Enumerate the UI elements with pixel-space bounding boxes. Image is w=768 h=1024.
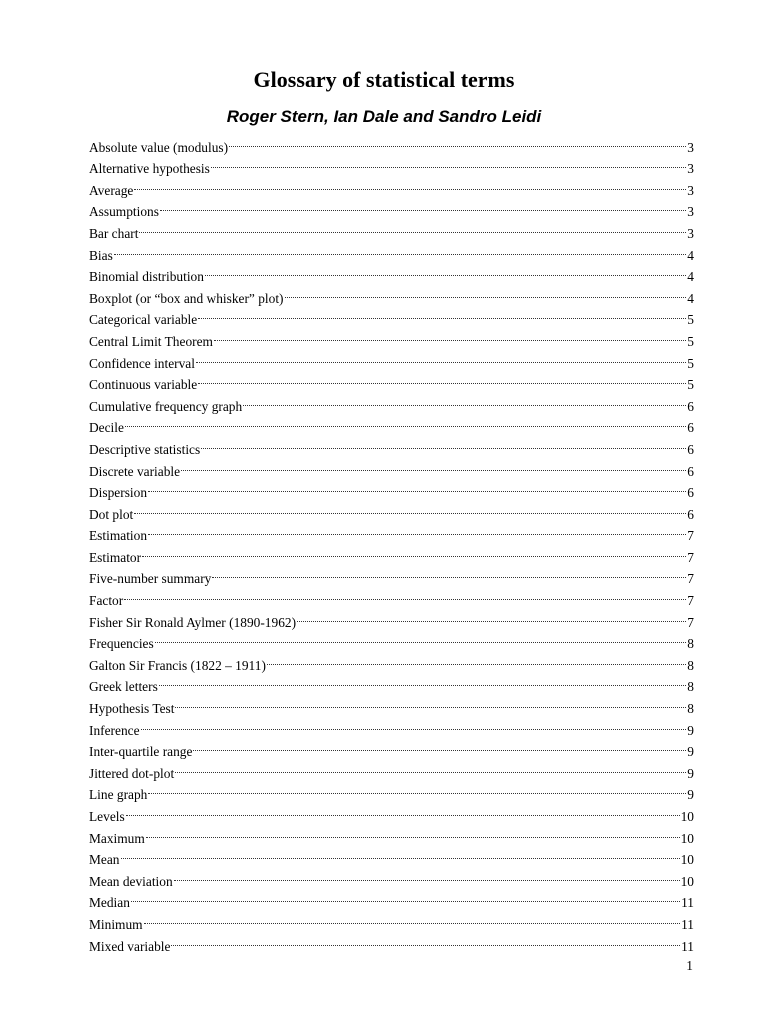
toc-entry[interactable] — [89, 411, 694, 436]
toc-term: Bar chart — [89, 225, 139, 241]
toc-page-number: 8 — [687, 701, 694, 717]
toc-entry[interactable] — [89, 778, 694, 803]
toc-term: Confidence interval — [89, 355, 195, 371]
toc-entry[interactable] — [89, 756, 694, 781]
toc-page-number: 5 — [687, 377, 694, 393]
dot-leader — [175, 691, 686, 713]
toc-entry[interactable] — [89, 713, 694, 738]
toc-term: Inter-quartile range — [89, 744, 193, 760]
toc-term: Binomial distribution — [89, 269, 204, 285]
toc-term: Line graph — [89, 787, 148, 803]
toc-term: Five-number summary — [89, 571, 212, 587]
toc-term: Discrete variable — [89, 463, 181, 479]
dot-leader — [198, 303, 686, 325]
page-number: 1 — [686, 958, 693, 973]
toc-page-number: 9 — [687, 722, 694, 738]
toc-entry[interactable] — [89, 670, 694, 695]
dot-leader — [285, 281, 687, 303]
toc-page-number: 6 — [687, 420, 694, 436]
toc-page-number: 4 — [687, 269, 694, 285]
toc-term: Absolute value (modulus) — [89, 139, 229, 155]
dot-leader — [148, 476, 686, 498]
toc-page-number: 7 — [687, 549, 694, 565]
toc-entry[interactable] — [89, 864, 694, 889]
dot-leader — [214, 324, 686, 346]
dot-leader — [148, 778, 686, 800]
toc-page-number: 9 — [687, 765, 694, 781]
toc-term: Continuous variable — [89, 377, 198, 393]
dot-leader — [160, 195, 686, 217]
toc-entry[interactable] — [89, 799, 694, 824]
toc-entry[interactable] — [89, 627, 694, 652]
dot-leader — [134, 173, 686, 195]
dot-leader — [198, 368, 686, 390]
toc-entry[interactable] — [89, 260, 694, 285]
dot-leader — [114, 238, 686, 260]
dot-leader — [124, 583, 686, 605]
toc-page-number: 8 — [687, 636, 694, 652]
toc-term: Median — [89, 895, 130, 911]
toc-page-number: 3 — [687, 204, 694, 220]
toc-page-number: 6 — [687, 485, 694, 501]
toc-page-number: 11 — [681, 916, 694, 932]
toc-entry[interactable] — [89, 432, 694, 457]
toc-page-number: 3 — [687, 225, 694, 241]
toc-term: Descriptive statistics — [89, 441, 201, 457]
toc-page-number: 11 — [681, 938, 694, 954]
toc-page-number: 4 — [687, 290, 694, 306]
toc-term: Factor — [89, 593, 124, 609]
dot-leader — [174, 864, 680, 886]
dot-leader — [205, 260, 686, 282]
toc-term: Estimator — [89, 549, 142, 565]
toc-page-number: 8 — [687, 657, 694, 673]
dot-leader — [196, 346, 686, 368]
toc-page-number: 6 — [687, 441, 694, 457]
toc-entry[interactable] — [89, 216, 694, 241]
toc-entry[interactable] — [89, 583, 694, 609]
toc-entry[interactable] — [89, 497, 694, 522]
dot-leader — [142, 540, 686, 562]
dot-leader — [141, 713, 687, 735]
toc-entry[interactable] — [89, 130, 694, 155]
toc-page-number: 9 — [687, 744, 694, 760]
toc-term: Alternative hypothesis — [89, 161, 210, 177]
dot-leader — [144, 907, 681, 929]
dot-leader — [134, 497, 686, 519]
toc-term: Decile — [89, 420, 124, 436]
toc-term: Dot plot — [89, 506, 134, 522]
toc-term: Estimation — [89, 528, 148, 544]
toc-entry[interactable] — [89, 821, 694, 846]
toc-entry[interactable] — [89, 476, 694, 501]
toc-page-number: 3 — [687, 139, 694, 155]
toc-term: Levels — [89, 809, 125, 824]
toc-term: Jittered dot-plot — [89, 765, 175, 781]
toc-term: Mean deviation — [89, 873, 173, 889]
dot-leader — [212, 562, 686, 584]
toc-page-number: 6 — [687, 398, 694, 414]
toc-term: Greek letters — [89, 679, 158, 695]
toc-page-number: 5 — [687, 333, 694, 349]
toc-term: Minimum — [89, 916, 143, 932]
toc-page-number: 6 — [687, 506, 694, 522]
toc-entry[interactable] — [89, 519, 694, 544]
toc-page-number: 7 — [687, 571, 694, 587]
dot-leader — [193, 735, 686, 757]
toc-page-number: 10 — [680, 852, 694, 868]
toc-entry[interactable] — [89, 195, 694, 220]
toc-term: Hypothesis Test — [89, 701, 175, 717]
authors-line: Roger Stern, Ian Dale and Sandro Leidi — [226, 107, 542, 126]
toc-entry[interactable] — [89, 907, 694, 932]
toc-entry[interactable] — [89, 605, 694, 630]
toc-term: Galton Sir Francis (1822 – 1911) — [89, 657, 266, 673]
toc-entry[interactable] — [89, 886, 694, 911]
toc-page-number: 10 — [680, 830, 694, 846]
toc-page-number: 6 — [687, 463, 694, 479]
toc-term: Cumulative frequency graph — [89, 398, 243, 414]
toc-term: Bias — [89, 247, 113, 263]
toc-term: Fisher Sir Ronald Aylmer (1890-1962) — [89, 614, 297, 630]
toc-page-number: 11 — [681, 895, 694, 911]
toc-entry[interactable] — [89, 648, 694, 673]
dot-leader — [171, 929, 680, 951]
dot-leader — [139, 216, 686, 238]
toc-entry[interactable] — [89, 562, 694, 587]
toc-page-number: 5 — [687, 312, 694, 328]
toc-entry[interactable] — [89, 929, 694, 954]
toc-term: Mixed variable — [89, 938, 171, 954]
toc-page-number: 8 — [687, 679, 694, 695]
toc-term: Average — [89, 182, 134, 198]
toc-page-number: 10 — [680, 873, 694, 889]
toc-entry[interactable] — [89, 691, 694, 717]
toc-page-number: 7 — [687, 614, 694, 630]
dot-leader — [229, 130, 686, 152]
toc-page-number: 7 — [687, 528, 694, 544]
toc-entry[interactable] — [89, 238, 694, 263]
dot-leader — [146, 821, 680, 843]
toc-page-number: 3 — [687, 161, 694, 177]
toc-term: Dispersion — [89, 485, 148, 501]
toc-page-number: 4 — [687, 247, 694, 263]
toc-term: Maximum — [89, 830, 145, 846]
toc-entry[interactable] — [89, 735, 694, 760]
toc-term: Mean — [89, 852, 120, 868]
page-title: Glossary of statistical terms — [253, 67, 515, 92]
dot-leader — [267, 648, 686, 670]
toc-page-number: 7 — [687, 593, 694, 609]
dot-leader — [211, 152, 686, 174]
dot-leader — [121, 843, 680, 865]
toc-term: Boxplot (or “box and whisker” plot) — [89, 290, 284, 306]
toc-term: Frequencies — [89, 636, 154, 652]
table-of-contents — [89, 130, 694, 954]
dot-leader — [159, 670, 687, 692]
toc-term: Assumptions — [89, 204, 159, 220]
toc-page-number: 9 — [687, 787, 694, 803]
dot-leader — [126, 799, 680, 821]
toc-page-number: 5 — [687, 355, 694, 371]
dot-leader — [125, 411, 686, 433]
dot-leader — [181, 454, 686, 476]
toc-term: Inference — [89, 722, 140, 738]
dot-leader — [155, 627, 687, 649]
toc-page-number: 10 — [680, 809, 694, 824]
dot-leader — [201, 432, 686, 454]
dot-leader — [175, 756, 686, 778]
dot-leader — [148, 519, 686, 541]
dot-leader — [131, 886, 680, 908]
toc-entry[interactable] — [89, 843, 694, 868]
toc-term: Categorical variable — [89, 312, 198, 328]
dot-leader — [243, 389, 686, 411]
toc-entry[interactable] — [89, 173, 694, 198]
toc-page-number: 3 — [687, 182, 694, 198]
toc-term: Central Limit Theorem — [89, 333, 213, 349]
toc-entry[interactable] — [89, 540, 694, 565]
dot-leader — [297, 605, 686, 627]
